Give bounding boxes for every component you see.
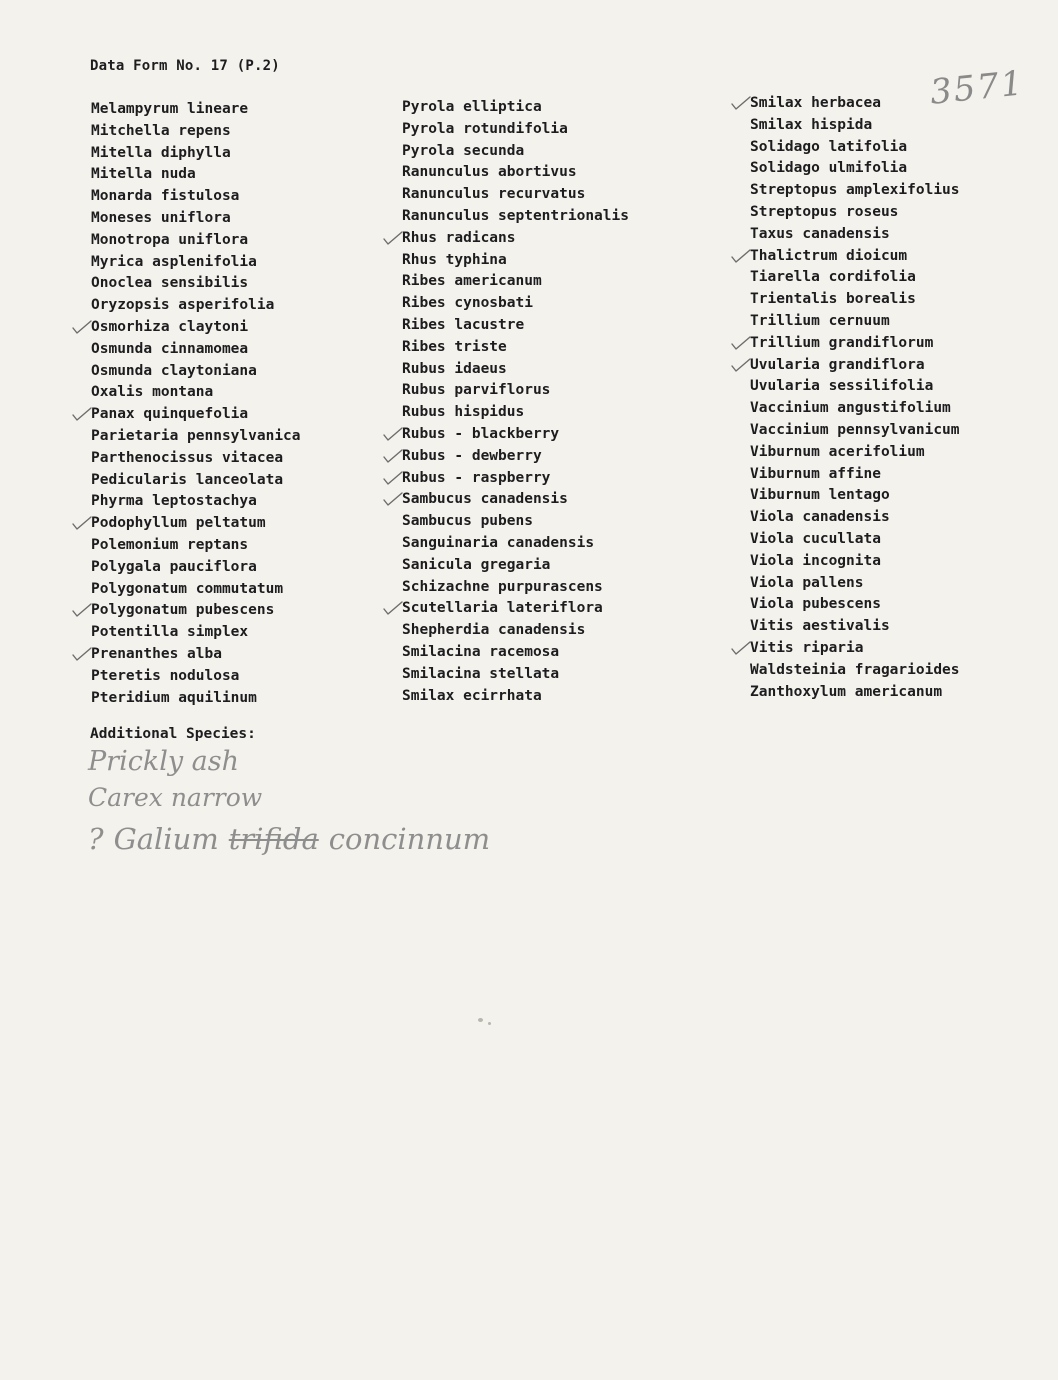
species-item <box>402 337 722 359</box>
species-item <box>750 158 1058 180</box>
species-name: Solidago latifolia <box>750 138 908 155</box>
species-name: Osmunda cinnamomea <box>91 340 249 357</box>
species-item <box>750 289 1058 311</box>
handwritten-species-1: Prickly ash <box>88 746 240 777</box>
species-name: Rhus radicans <box>402 229 516 246</box>
species-item <box>750 376 1058 398</box>
species-name: Polemonium reptans <box>91 536 249 553</box>
species-name: Phyrma leptostachya <box>91 493 257 510</box>
additional-species-label: Additional Species: <box>90 726 256 742</box>
species-item <box>402 141 722 163</box>
species-item <box>402 162 722 184</box>
handwritten-species-3 <box>88 822 490 856</box>
check-mark-icon <box>71 405 93 423</box>
species-item <box>91 295 411 317</box>
species-item <box>91 644 411 666</box>
species-item <box>750 180 1058 202</box>
species-item <box>750 246 1058 268</box>
species-item <box>750 573 1058 595</box>
species-item <box>91 382 411 404</box>
species-name: Waldsteinia fragarioides <box>750 661 960 678</box>
species-item <box>402 119 722 141</box>
species-item <box>750 398 1058 420</box>
species-item <box>402 664 722 686</box>
species-item <box>750 420 1058 442</box>
species-item <box>750 333 1058 355</box>
species-name: Vitis aestivalis <box>750 618 890 635</box>
species-item <box>91 579 411 601</box>
species-item <box>750 464 1058 486</box>
species-name: Oxalis montana <box>91 384 214 401</box>
species-item <box>750 660 1058 682</box>
species-name: Pyrola secunda <box>402 142 525 159</box>
species-item <box>402 97 722 119</box>
check-mark-icon <box>71 645 93 663</box>
paper-speck <box>478 1018 483 1022</box>
species-name: Monarda fistulosa <box>91 188 240 205</box>
species-name: Trientalis borealis <box>750 291 916 308</box>
species-name: Viola pubescens <box>750 596 881 613</box>
species-name: Ribes lacustre <box>402 316 525 333</box>
species-item <box>402 206 722 228</box>
species-name: Thalictrum dioicum <box>750 247 908 264</box>
species-name: Vaccinium angustifolium <box>750 400 951 417</box>
species-name: Shepherdia canadensis <box>402 622 586 639</box>
species-item <box>91 600 411 622</box>
species-name: Viola pallens <box>750 574 864 591</box>
species-item <box>750 311 1058 333</box>
species-item <box>91 688 411 710</box>
species-item <box>91 404 411 426</box>
handwritten-manuscript-number: 3571 <box>928 63 1027 113</box>
species-item <box>402 598 722 620</box>
species-item <box>91 513 411 535</box>
species-name: Polygonatum commutatum <box>91 580 284 597</box>
check-mark-icon <box>730 94 752 112</box>
species-item <box>91 557 411 579</box>
species-name: Smilacina racemosa <box>402 643 560 660</box>
species-name: Ranunculus abortivus <box>402 164 577 181</box>
species-name: Rubus hispidus <box>402 404 525 421</box>
species-name: Parietaria pennsylvanica <box>91 427 301 444</box>
species-name: Trillium cernuum <box>750 312 890 329</box>
species-name: Smilax ecirrhata <box>402 687 542 704</box>
species-item <box>402 555 722 577</box>
species-item <box>91 143 411 165</box>
species-item <box>402 293 722 315</box>
species-name: Rubus idaeus <box>402 360 507 377</box>
species-item <box>402 271 722 293</box>
species-name: Sambucus canadensis <box>402 491 568 508</box>
species-name: Solidago ulmifolia <box>750 160 908 177</box>
paper-speck <box>488 1022 491 1025</box>
species-name: Moneses uniflora <box>91 209 231 226</box>
species-item <box>91 339 411 361</box>
species-name: Rubus parviflorus <box>402 382 551 399</box>
species-name: Smilacina stellata <box>402 665 560 682</box>
species-name: Rhus typhina <box>402 251 507 268</box>
species-name: Rubus - raspberry <box>402 469 551 486</box>
check-mark-icon <box>382 425 404 443</box>
species-item <box>750 682 1058 704</box>
check-mark-icon <box>382 229 404 247</box>
species-item <box>91 164 411 186</box>
check-mark-icon <box>71 514 93 532</box>
species-item <box>402 642 722 664</box>
species-item <box>750 137 1058 159</box>
species-name: Monotropa uniflora <box>91 231 249 248</box>
species-item <box>91 622 411 644</box>
species-item <box>91 426 411 448</box>
species-name: Podophyllum peltatum <box>91 515 266 532</box>
species-name: Viburnum acerifolium <box>750 443 925 460</box>
species-name: Mitella diphylla <box>91 144 231 161</box>
species-name: Viola incognita <box>750 552 881 569</box>
species-item <box>91 535 411 557</box>
species-name: Streptopus amplexifolius <box>750 182 960 199</box>
species-name: Osmunda claytoniana <box>91 362 257 379</box>
check-mark-icon <box>71 318 93 336</box>
species-name: Sambucus pubens <box>402 513 533 530</box>
species-item <box>402 446 722 468</box>
species-name: Mitchella repens <box>91 122 231 139</box>
species-item <box>402 511 722 533</box>
species-name: Pyrola elliptica <box>402 99 542 115</box>
check-mark-icon <box>730 356 752 374</box>
species-item <box>402 533 722 555</box>
check-mark-icon <box>382 447 404 465</box>
species-name: Tiarella cordifolia <box>750 269 916 286</box>
species-name: Ranunculus septentrionalis <box>402 207 629 224</box>
check-mark-icon <box>382 490 404 508</box>
species-name: Vaccinium pennsylvanicum <box>750 421 960 438</box>
species-name: Smilax herbacea <box>750 95 881 111</box>
species-item <box>91 208 411 230</box>
species-name: Pteretis nodulosa <box>91 667 240 684</box>
species-name: Pteridium aquilinum <box>91 689 257 706</box>
species-name: Viburnum affine <box>750 465 881 482</box>
species-item <box>750 551 1058 573</box>
uncertain-mark: ? <box>88 822 104 856</box>
check-mark-icon <box>382 469 404 487</box>
species-item <box>402 359 722 381</box>
species-name: Melampyrum lineare <box>91 101 249 117</box>
species-name: Polygala pauciflora <box>91 558 257 575</box>
species-item <box>91 317 411 339</box>
species-item <box>750 529 1058 551</box>
form-title: Data Form No. 17 (P.2) <box>90 58 280 74</box>
species-item <box>750 115 1058 137</box>
species-name: Potentilla simplex <box>91 624 249 641</box>
species-name: Ribes triste <box>402 338 507 355</box>
species-name: Viola canadensis <box>750 509 890 526</box>
species-item <box>91 491 411 513</box>
species-item <box>750 224 1058 246</box>
species-name: Trillium grandiflorum <box>750 334 934 351</box>
species-item <box>402 184 722 206</box>
species-name: Parthenocissus vitacea <box>91 449 284 466</box>
species-name: Rubus - blackberry <box>402 425 560 442</box>
species-item <box>750 638 1058 660</box>
species-name: Prenanthes alba <box>91 645 222 662</box>
species-item <box>91 666 411 688</box>
species-name: Sanicula gregaria <box>402 556 551 573</box>
species-item <box>91 470 411 492</box>
species-item <box>402 620 722 642</box>
species-name: Streptopus roseus <box>750 203 899 220</box>
species-name: Rubus - dewberry <box>402 447 542 464</box>
species-name: Oryzopsis asperifolia <box>91 297 275 314</box>
check-mark-icon <box>730 334 752 352</box>
species-name: Viola cucullata <box>750 530 881 547</box>
species-item <box>91 121 411 143</box>
handwritten-epithet: concinnum <box>328 822 491 856</box>
species-name: Smilax hispida <box>750 116 873 133</box>
species-item <box>750 616 1058 638</box>
species-item <box>402 402 722 424</box>
species-name: Panax quinquefolia <box>91 406 249 423</box>
species-name: Ranunculus recurvatus <box>402 186 586 203</box>
handwritten-species-2: Carex narrow <box>88 783 263 812</box>
species-column-2 <box>402 97 722 707</box>
species-item <box>402 577 722 599</box>
species-item <box>750 267 1058 289</box>
check-mark-icon <box>71 601 93 619</box>
species-column-1 <box>91 99 411 709</box>
species-item <box>91 252 411 274</box>
species-name: Zanthoxylum americanum <box>750 683 943 700</box>
species-column-3 <box>750 93 1058 703</box>
species-item <box>750 442 1058 464</box>
species-item <box>91 448 411 470</box>
species-item <box>750 485 1058 507</box>
species-name: Schizachne purpurascens <box>402 578 603 595</box>
species-name: Ribes americanum <box>402 273 542 290</box>
check-mark-icon <box>730 639 752 657</box>
species-item <box>402 686 722 708</box>
species-item <box>750 594 1058 616</box>
species-item <box>91 99 411 121</box>
species-name: Viburnum lentago <box>750 487 890 504</box>
species-item <box>750 93 1058 115</box>
check-mark-icon <box>730 247 752 265</box>
species-item <box>402 468 722 490</box>
species-name: Polygonatum pubescens <box>91 602 275 619</box>
handwritten-genus: Galium <box>113 822 219 856</box>
species-name: Pyrola rotundifolia <box>402 120 568 137</box>
species-name: Osmorhiza claytoni <box>91 318 249 335</box>
species-name: Onoclea sensibilis <box>91 275 249 292</box>
species-item <box>750 202 1058 224</box>
species-name: Uvularia sessilifolia <box>750 378 934 395</box>
species-name: Pedicularis lanceolata <box>91 471 284 488</box>
species-name: Ribes cynosbati <box>402 295 533 312</box>
species-item <box>91 186 411 208</box>
species-name: Mitella nuda <box>91 166 196 183</box>
species-name: Scutellaria lateriflora <box>402 600 603 617</box>
check-mark-icon <box>382 599 404 617</box>
species-item <box>91 230 411 252</box>
species-name: Myrica asplenifolia <box>91 253 257 270</box>
species-item <box>91 273 411 295</box>
species-item <box>402 250 722 272</box>
species-name: Sanguinaria canadensis <box>402 534 595 551</box>
species-name: Taxus canadensis <box>750 225 890 242</box>
species-name: Uvularia grandiflora <box>750 356 925 373</box>
species-item <box>402 489 722 511</box>
species-item <box>91 361 411 383</box>
species-name: Vitis riparia <box>750 639 864 656</box>
species-item <box>750 355 1058 377</box>
species-item <box>402 380 722 402</box>
species-item <box>402 228 722 250</box>
struck-word: trifida <box>228 822 319 856</box>
species-item <box>750 507 1058 529</box>
species-item <box>402 424 722 446</box>
species-item <box>402 315 722 337</box>
